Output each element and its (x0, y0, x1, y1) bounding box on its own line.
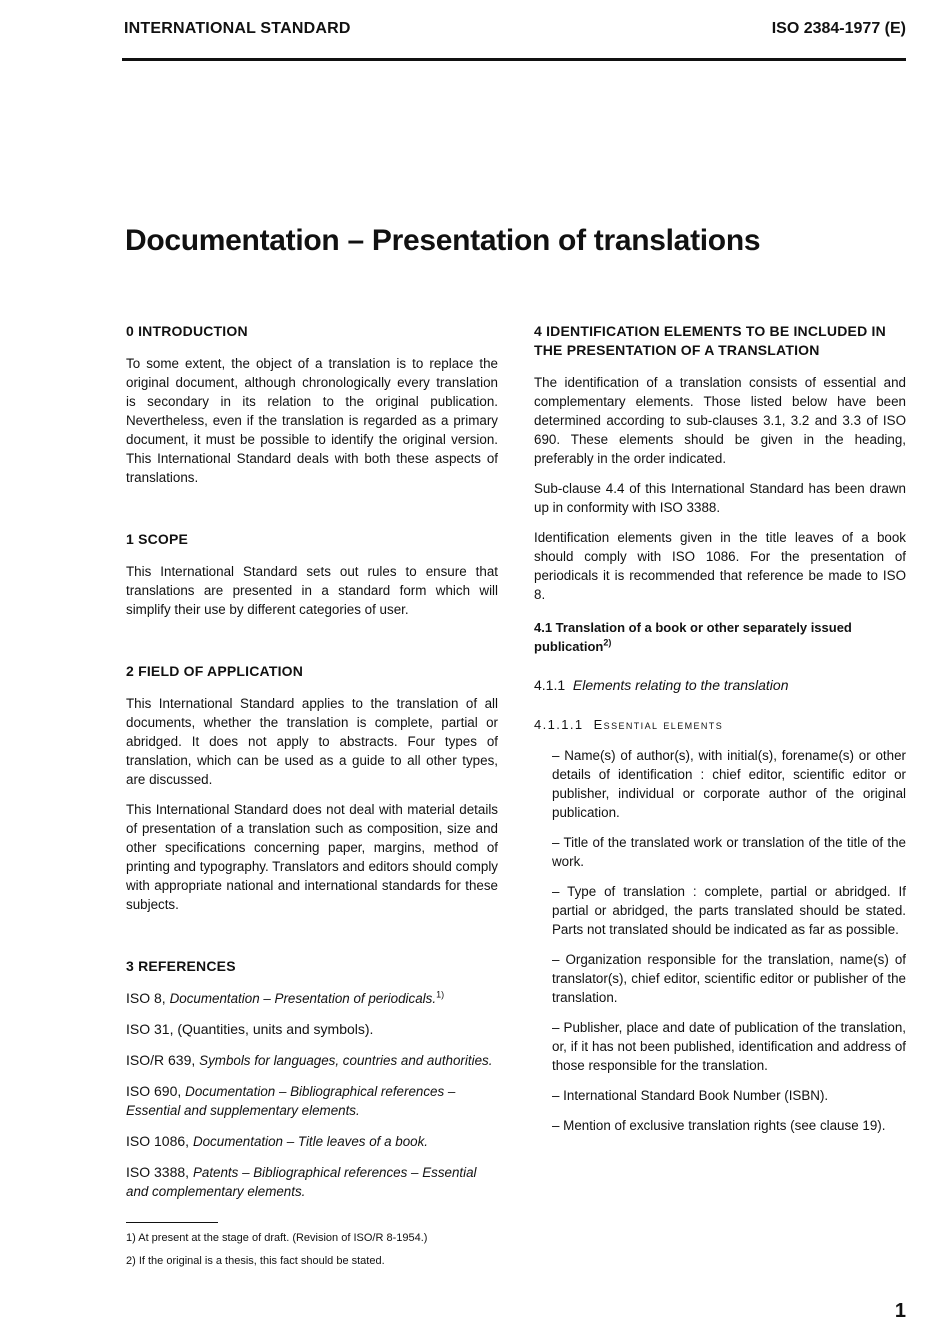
footnote-marker: 1) (436, 989, 445, 1000)
section4-paragraph-2: Sub-clause 4.4 of this International Standard has been drawn up in conformity with ISO 3388. (534, 481, 906, 515)
element-list-item: – Mention of exclusive translation rights (see clause 19). (552, 1118, 886, 1133)
page-title: Documentation – Presentation of translations (125, 224, 761, 257)
footnote-rule (126, 1222, 218, 1223)
section4-paragraph-3: Identification elements given in the title leaves of a book should comply with ISO 1086. For the presentation of periodicals it is recommended that reference be made to ISO 8. (534, 530, 906, 602)
element-list-item: – Organization responsible for the translation, name(s) of translator(s), chief editor, scientific editor or publisher of the translation. (552, 952, 906, 1005)
footnote-marker: 2) (603, 637, 612, 648)
field-paragraph-2: This International Standard does not deal with material details of presentation of a translation such as composition, size and other specifications concerning paper, margins, method of printing and typography. Translators and editors should comply with appropriate national and international standards for these subjects. (126, 802, 498, 912)
section4-paragraph-1: The identification of a translation consists of essential and complementary elements. Those listed below have been determined according to sub-clauses 3.1, 3.2 and 3.3 of ISO 690. These elements should be given in the heading, preferably in the order indicated. (534, 375, 906, 466)
header-rule (122, 58, 906, 61)
right-column (534, 322, 906, 1146)
introduction-paragraph: To some extent, the object of a translation is to replace the original document, although chronologically every translation is secondary in its relation to the original publication. Nevertheless, even if the translation is regarded as a primary document, it must be possible to identify the original version. This International Standard deals with both these aspects of translations. (126, 356, 498, 485)
footnote-1: 1) At present at the stage of draft. (Revision of ISO/R 8-1954.) (126, 1232, 428, 1244)
references-heading: 3 REFERENCES (126, 958, 236, 974)
reference-item: ISO 8, Documentation – Presentation of periodicals.$^{1)}$ (126, 989, 445, 1006)
page-number: 1 (894, 1300, 906, 1322)
field-of-application-heading: 2 FIELD OF APPLICATION (126, 663, 304, 679)
reference-item: ISO 3388, Patents – Bibliographical references – Essential and complementary elements. (126, 1164, 477, 1199)
left-column (126, 322, 498, 1213)
element-list-item: – Title of the translated work or translation of the title of the work. (552, 835, 906, 869)
element-list-item: – Type of translation : complete, partial or abridged. If partial or abridged, the parts translated should be stated. Parts not translated should be indicated as far as possible. (552, 884, 906, 937)
reference-item: ISO 1086, Documentation – Title leaves of a book. (126, 1133, 429, 1149)
subclause-4-1-heading: 4.1 Translation of a book or other separately issued publication$^{2)}$ (534, 620, 852, 654)
scope-paragraph: This International Standard sets out rules to ensure that translations are presented in a standard form which will simplify their use by different categories of user. (126, 564, 498, 617)
field-paragraph-1: This International Standard applies to the translation of all documents, whether the translation is complete, partial or abridged. It does not apply to abstracts. Four types of translation, which can be used as a guide to all other types, are discussed. (126, 696, 498, 787)
reference-item: ISO 690, Documentation – Bibliographical references – Essential and supplementary elements. (126, 1083, 456, 1118)
header-document-code: ISO 2384-1977 (E) (771, 20, 906, 37)
element-list-item: – Publisher, place and date of publication of the translation, or, if it has not been published, identification and address of those responsible for the translation. (552, 1020, 906, 1073)
footnote-2: 2) If the original is a thesis, this fact should be stated. (126, 1255, 385, 1267)
identification-elements-heading: 4 IDENTIFICATION ELEMENTS TO BE INCLUDED IN THE PRESENTATION OF A TRANSLATION (534, 323, 886, 358)
header-standard-label: INTERNATIONAL STANDARD (124, 20, 351, 37)
reference-item: ISO 31, (Quantities, units and symbols). (126, 1021, 374, 1037)
introduction-heading: 0 INTRODUCTION (126, 323, 248, 339)
scope-heading: 1 SCOPE (126, 531, 189, 547)
element-list-item: – Name(s) of author(s), with initial(s), forename(s) or other details of identification : chief editor, scientific editor or publisher, individual or corporate author of the original publication. (552, 748, 906, 820)
reference-item: ISO/R 639, Symbols for languages, countries and authorities. (126, 1052, 493, 1068)
subclause-4-1-1-heading: 4.1.1 Elements relating to the translation (534, 677, 789, 693)
subclause-4-1-1-1-heading: 4.1.1.1 Essential elements (534, 717, 724, 732)
element-list-item: – International Standard Book Number (ISBN). (552, 1088, 829, 1103)
